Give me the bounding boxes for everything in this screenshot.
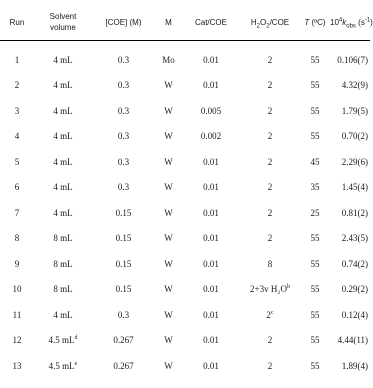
cell-rate-constant-value: 4.44(11) bbox=[337, 335, 368, 346]
cell-rate-constant bbox=[330, 200, 370, 226]
cell-solvent-volume bbox=[34, 175, 92, 201]
cell-solvent-volume bbox=[34, 277, 92, 303]
cell-solvent-volume-value: 4 mL bbox=[53, 54, 73, 65]
cell-rate-constant bbox=[330, 41, 370, 73]
cell-temperature-value: 55 bbox=[310, 335, 320, 346]
header-coe-concentration bbox=[92, 4, 155, 41]
cell-rate-constant-value: 0.81(2) bbox=[341, 207, 368, 218]
cell-metal bbox=[155, 98, 182, 124]
cell-solvent-volume-value: 4 mL bbox=[53, 207, 73, 218]
cell-cat-coe-value: 0.01 bbox=[203, 309, 219, 320]
cell-rate-constant-value: 2.29(6) bbox=[341, 156, 368, 167]
header-k-prefix: 10 bbox=[330, 17, 339, 27]
cell-h2o2-coe-value: 8 bbox=[267, 258, 273, 269]
cell-metal-value: W bbox=[164, 233, 173, 244]
header-temperature-symbol: T bbox=[304, 17, 310, 27]
cell-run-value: 4 bbox=[14, 131, 20, 142]
cell-rate-constant-value: 1.89(4) bbox=[341, 360, 368, 371]
cell-cat-coe-value: 0.01 bbox=[203, 156, 219, 167]
cell-h2o2-coe bbox=[240, 328, 300, 354]
cell-rate-constant-value: 0.12(4) bbox=[341, 309, 368, 320]
cell-cat-coe-value: 0.01 bbox=[203, 258, 219, 269]
cell-metal bbox=[155, 328, 182, 354]
cell-rate-constant bbox=[330, 277, 370, 303]
cell-run-value: 6 bbox=[14, 182, 20, 193]
cell-coe-concentration-value: 0.15 bbox=[115, 284, 132, 295]
cell-h2o2-coe bbox=[240, 200, 300, 226]
cell-coe-concentration bbox=[92, 353, 155, 379]
table-row bbox=[0, 251, 370, 277]
cell-temperature bbox=[300, 251, 330, 277]
cell-metal-value: Mo bbox=[162, 54, 175, 65]
table-row bbox=[0, 41, 370, 73]
header-k-sup: 4 bbox=[338, 16, 343, 23]
cell-run-value: 8 bbox=[14, 233, 20, 244]
cell-cat-coe-value: 0.01 bbox=[203, 360, 219, 371]
cell-solvent-volume-value: 4 mL bbox=[53, 182, 73, 193]
cell-metal-value: W bbox=[164, 80, 173, 91]
table-row bbox=[0, 200, 370, 226]
header-temperature bbox=[300, 4, 330, 41]
cell-rate-constant bbox=[330, 226, 370, 252]
table-header bbox=[0, 4, 373, 41]
cell-run-value: 9 bbox=[14, 258, 20, 269]
cell-solvent-volume bbox=[34, 302, 92, 328]
table-row bbox=[0, 302, 370, 328]
cell-temperature-value: 55 bbox=[310, 131, 320, 142]
cell-temperature bbox=[300, 200, 330, 226]
cell-rate-constant-value: 4.32(9) bbox=[341, 80, 368, 91]
cell-run bbox=[0, 124, 34, 150]
cell-h2o2-coe bbox=[240, 175, 300, 201]
cell-run bbox=[0, 226, 34, 252]
cell-coe-concentration-value: 0.3 bbox=[117, 105, 130, 116]
table-body bbox=[0, 41, 370, 379]
cell-run-value: 12 bbox=[12, 335, 22, 346]
cell-rate-constant bbox=[330, 302, 370, 328]
cell-solvent-volume-value: 4 mL bbox=[53, 309, 73, 320]
table-row bbox=[0, 175, 370, 201]
cell-coe-concentration bbox=[92, 175, 155, 201]
cell-h2o2-coe bbox=[240, 353, 300, 379]
cell-coe-concentration-value: 0.3 bbox=[117, 182, 130, 193]
cell-metal-value: W bbox=[164, 131, 173, 142]
cell-run bbox=[0, 41, 34, 73]
cell-cat-coe-value: 0.005 bbox=[200, 105, 222, 116]
cell-metal-value: W bbox=[164, 335, 173, 346]
cell-solvent-volume bbox=[34, 73, 92, 99]
header-h2o2-coe bbox=[240, 4, 300, 41]
cell-h2o2-coe-value: 2 bbox=[267, 335, 273, 346]
cell-rate-constant-value: 0.106(7) bbox=[337, 54, 368, 65]
cell-temperature bbox=[300, 149, 330, 175]
cell-run bbox=[0, 98, 34, 124]
cell-solvent-volume bbox=[34, 41, 92, 73]
cell-solvent-volume-value: 4.5 mL bbox=[48, 360, 75, 371]
cell-metal-value: W bbox=[164, 258, 173, 269]
cell-h2o2-coe bbox=[240, 124, 300, 150]
header-solvent-line1: Solvent bbox=[49, 12, 77, 21]
cell-rate-constant-value: 2.43(5) bbox=[341, 233, 368, 244]
cell-metal bbox=[155, 353, 182, 379]
cell-run-value: 5 bbox=[14, 156, 20, 167]
header-run-label: Run bbox=[9, 17, 25, 27]
cell-coe-concentration bbox=[92, 226, 155, 252]
cell-metal bbox=[155, 251, 182, 277]
kinetics-data-table bbox=[0, 4, 373, 379]
cell-solvent-volume bbox=[34, 200, 92, 226]
cell-rate-constant bbox=[330, 353, 370, 379]
cell-coe-concentration bbox=[92, 41, 155, 73]
cell-run-value: 10 bbox=[12, 284, 22, 295]
cell-rate-constant bbox=[330, 73, 370, 99]
cell-coe-concentration bbox=[92, 277, 155, 303]
header-rate-constant bbox=[330, 4, 373, 41]
cell-coe-concentration bbox=[92, 149, 155, 175]
cell-rate-constant-value: 0.70(2) bbox=[341, 131, 368, 142]
cell-solvent-volume-footnote: e bbox=[74, 360, 78, 367]
header-k-unit: (s bbox=[355, 17, 365, 27]
cell-temperature bbox=[300, 73, 330, 99]
cell-cat-coe bbox=[182, 98, 240, 124]
cell-run bbox=[0, 200, 34, 226]
cell-rate-constant-value: 1.79(5) bbox=[341, 105, 368, 116]
cell-coe-concentration-value: 0.3 bbox=[117, 156, 130, 167]
cell-cat-coe bbox=[182, 277, 240, 303]
cell-cat-coe-value: 0.01 bbox=[203, 54, 219, 65]
cell-cat-coe-value: 0.01 bbox=[203, 335, 219, 346]
cell-run bbox=[0, 175, 34, 201]
cell-run bbox=[0, 302, 34, 328]
cell-coe-concentration bbox=[92, 73, 155, 99]
cell-temperature-value: 55 bbox=[310, 54, 320, 65]
cell-cat-coe-value: 0.01 bbox=[203, 207, 219, 218]
cell-run-value: 1 bbox=[14, 54, 20, 65]
cell-temperature-value: 55 bbox=[310, 105, 320, 116]
cell-rate-constant bbox=[330, 251, 370, 277]
cell-solvent-volume bbox=[34, 328, 92, 354]
cell-metal-value: W bbox=[164, 309, 173, 320]
table-row bbox=[0, 277, 370, 303]
cell-cat-coe bbox=[182, 302, 240, 328]
cell-metal-value: W bbox=[164, 156, 173, 167]
cell-solvent-volume bbox=[34, 226, 92, 252]
cell-cat-coe bbox=[182, 353, 240, 379]
cell-temperature-value: 55 bbox=[310, 80, 320, 91]
cell-temperature-value: 25 bbox=[310, 207, 320, 218]
cell-cat-coe bbox=[182, 73, 240, 99]
cell-coe-concentration-value: 0.3 bbox=[117, 309, 130, 320]
cell-h2o2-coe-value: 2 bbox=[267, 131, 273, 142]
cell-h2o2-coe-value: 2 bbox=[267, 360, 273, 371]
cell-h2o2-coe bbox=[240, 98, 300, 124]
header-h2o2-h: H bbox=[250, 17, 257, 27]
cell-h2o2-coe bbox=[240, 41, 300, 73]
cell-h2o2-coe bbox=[240, 277, 300, 303]
cell-temperature bbox=[300, 175, 330, 201]
cell-coe-concentration-value: 0.267 bbox=[113, 360, 134, 371]
cell-temperature bbox=[300, 226, 330, 252]
cell-rate-constant bbox=[330, 149, 370, 175]
cell-metal bbox=[155, 226, 182, 252]
cell-cat-coe-value: 0.01 bbox=[203, 233, 219, 244]
cell-rate-constant bbox=[330, 124, 370, 150]
cell-temperature-value: 55 bbox=[310, 233, 320, 244]
cell-rate-constant bbox=[330, 328, 370, 354]
header-metal bbox=[155, 4, 182, 41]
cell-h2o2-coe bbox=[240, 73, 300, 99]
cell-rate-constant-value: 1.45(4) bbox=[341, 182, 368, 193]
table-row bbox=[0, 328, 370, 354]
cell-coe-concentration bbox=[92, 302, 155, 328]
cell-coe-concentration-value: 0.3 bbox=[117, 80, 130, 91]
cell-coe-concentration bbox=[92, 328, 155, 354]
cell-solvent-volume bbox=[34, 149, 92, 175]
cell-solvent-volume-value: 4.5 mL bbox=[48, 335, 75, 346]
cell-temperature bbox=[300, 302, 330, 328]
cell-metal bbox=[155, 73, 182, 99]
header-solvent-volume bbox=[34, 4, 92, 41]
header-k-unit-close: ) bbox=[370, 17, 373, 27]
header-coe-label: [COE] (M) bbox=[105, 17, 142, 27]
cell-run bbox=[0, 251, 34, 277]
cell-cat-coe bbox=[182, 175, 240, 201]
cell-cat-coe bbox=[182, 226, 240, 252]
cell-temperature-value: 55 bbox=[310, 360, 320, 371]
header-cat-coe-label: Cat/COE bbox=[194, 17, 227, 27]
cell-h2o2-coe-value: 2 bbox=[267, 80, 273, 91]
cell-solvent-volume bbox=[34, 124, 92, 150]
cell-cat-coe bbox=[182, 41, 240, 73]
cell-h2o2-coe-value: 2 bbox=[267, 207, 273, 218]
cell-temperature-value: 55 bbox=[310, 258, 320, 269]
table-row bbox=[0, 73, 370, 99]
cell-metal-value: W bbox=[164, 207, 173, 218]
header-k-unit-sup: -1 bbox=[364, 16, 371, 23]
cell-h2o2-coe-footnote: c bbox=[270, 309, 274, 316]
cell-rate-constant bbox=[330, 98, 370, 124]
table-row bbox=[0, 149, 370, 175]
cell-metal bbox=[155, 149, 182, 175]
cell-metal bbox=[155, 302, 182, 328]
cell-run bbox=[0, 353, 34, 379]
cell-h2o2-coe-value: 2 bbox=[267, 54, 273, 65]
header-metal-label: M bbox=[165, 17, 172, 27]
cell-coe-concentration-value: 0.267 bbox=[113, 335, 134, 346]
cell-solvent-volume-value: 8 mL bbox=[53, 258, 73, 269]
cell-solvent-volume bbox=[34, 353, 92, 379]
cell-cat-coe bbox=[182, 124, 240, 150]
cell-coe-concentration-value: 0.15 bbox=[115, 207, 132, 218]
cell-solvent-volume-value: 4 mL bbox=[53, 105, 73, 116]
cell-coe-concentration-value: 0.3 bbox=[117, 54, 130, 65]
cell-coe-concentration-value: 0.15 bbox=[115, 258, 132, 269]
header-cat-coe bbox=[182, 4, 240, 41]
cell-cat-coe bbox=[182, 328, 240, 354]
cell-metal bbox=[155, 277, 182, 303]
header-k-symbol: k bbox=[342, 17, 347, 27]
cell-h2o2-coe-value: 2 bbox=[267, 156, 273, 167]
cell-metal-value: W bbox=[164, 284, 173, 295]
cell-temperature bbox=[300, 328, 330, 354]
cell-cat-coe-value: 0.01 bbox=[203, 182, 219, 193]
cell-temperature-value: 55 bbox=[310, 284, 320, 295]
cell-run bbox=[0, 277, 34, 303]
cell-metal-value: W bbox=[164, 105, 173, 116]
cell-metal bbox=[155, 175, 182, 201]
header-h2o2-o: O bbox=[259, 17, 267, 27]
table-row bbox=[0, 353, 370, 379]
cell-metal bbox=[155, 41, 182, 73]
cell-rate-constant-value: 0.29(2) bbox=[341, 284, 368, 295]
cell-metal-value: W bbox=[164, 182, 173, 193]
cell-coe-concentration bbox=[92, 251, 155, 277]
cell-run bbox=[0, 73, 34, 99]
cell-solvent-volume-value: 8 mL bbox=[53, 284, 73, 295]
header-row bbox=[0, 4, 370, 41]
cell-run bbox=[0, 149, 34, 175]
cell-h2o2-coe-value: 2 bbox=[267, 105, 273, 116]
cell-run-value: 2 bbox=[14, 80, 20, 91]
header-h2o2-sub2: 2 bbox=[266, 23, 270, 30]
cell-run-value: 7 bbox=[14, 207, 20, 218]
cell-solvent-volume bbox=[34, 251, 92, 277]
cell-run-value: 11 bbox=[12, 309, 22, 320]
cell-temperature-value: 35 bbox=[310, 182, 320, 193]
cell-temperature bbox=[300, 41, 330, 73]
table-row bbox=[0, 124, 370, 150]
cell-h2o2-coe-value: 2 bbox=[267, 182, 273, 193]
cell-temperature bbox=[300, 353, 330, 379]
cell-coe-concentration bbox=[92, 98, 155, 124]
header-run bbox=[0, 4, 34, 41]
cell-cat-coe bbox=[182, 149, 240, 175]
cell-h2o2-coe-footnote: b bbox=[286, 284, 290, 291]
cell-h2o2-coe-value: 2 bbox=[267, 233, 273, 244]
cell-coe-concentration bbox=[92, 124, 155, 150]
cell-coe-concentration-value: 0.15 bbox=[115, 233, 132, 244]
cell-metal bbox=[155, 200, 182, 226]
cell-solvent-volume bbox=[34, 98, 92, 124]
header-solvent-line2: volume bbox=[50, 23, 76, 32]
cell-h2o2-coe bbox=[240, 226, 300, 252]
cell-rate-constant bbox=[330, 175, 370, 201]
cell-temperature bbox=[300, 277, 330, 303]
cell-cat-coe-value: 0.002 bbox=[200, 131, 222, 142]
cell-cat-coe-value: 0.01 bbox=[203, 80, 219, 91]
cell-h2o2-coe bbox=[240, 302, 300, 328]
header-k-sub: obs bbox=[346, 23, 356, 30]
cell-cat-coe-value: 0.01 bbox=[203, 284, 219, 295]
cell-solvent-volume-value: 4 mL bbox=[53, 156, 73, 167]
table-row bbox=[0, 98, 370, 124]
cell-temperature-value: 45 bbox=[310, 156, 320, 167]
cell-h2o2-coe bbox=[240, 251, 300, 277]
cell-temperature-value: 55 bbox=[310, 309, 320, 320]
cell-temperature bbox=[300, 124, 330, 150]
header-h2o2-rest: /COE bbox=[269, 17, 290, 27]
cell-cat-coe bbox=[182, 251, 240, 277]
cell-solvent-volume-value: 8 mL bbox=[53, 233, 73, 244]
cell-cat-coe bbox=[182, 200, 240, 226]
header-temperature-unit: (ºC) bbox=[309, 17, 326, 27]
cell-metal bbox=[155, 124, 182, 150]
cell-temperature bbox=[300, 98, 330, 124]
cell-coe-concentration-value: 0.3 bbox=[117, 131, 130, 142]
table-row bbox=[0, 226, 370, 252]
cell-run-value: 3 bbox=[14, 105, 20, 116]
cell-solvent-volume-value: 4 mL bbox=[53, 80, 73, 91]
cell-run-value: 13 bbox=[12, 360, 22, 371]
cell-rate-constant-value: 0.74(2) bbox=[341, 258, 368, 269]
header-h2o2-sub1: 2 bbox=[256, 23, 260, 30]
cell-run bbox=[0, 328, 34, 354]
cell-metal-value: W bbox=[164, 360, 173, 371]
cell-solvent-volume-footnote: d bbox=[74, 335, 78, 342]
cell-h2o2-coe-value: 2+3v H₂O bbox=[250, 284, 287, 295]
cell-solvent-volume-value: 4 mL bbox=[53, 131, 73, 142]
cell-h2o2-coe bbox=[240, 149, 300, 175]
cell-h2o2-coe-value: 2 bbox=[266, 309, 271, 320]
cell-coe-concentration bbox=[92, 200, 155, 226]
